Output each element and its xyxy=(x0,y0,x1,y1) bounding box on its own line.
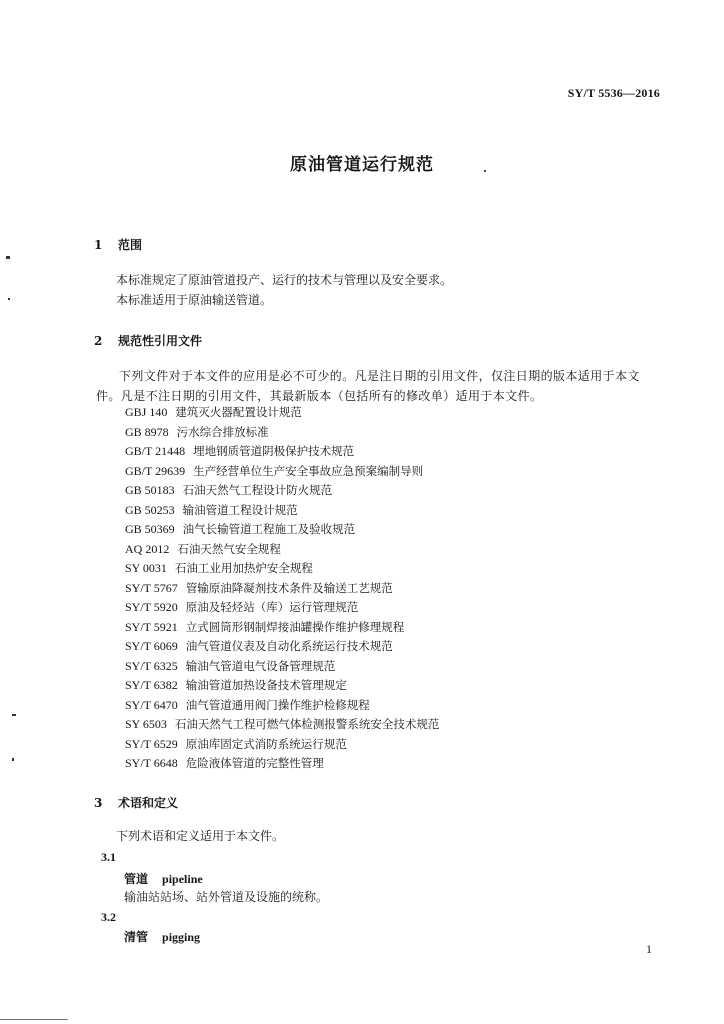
reference-item xyxy=(125,619,439,639)
term-heading xyxy=(124,928,200,945)
reference-item xyxy=(125,677,439,697)
term-number: 3.2 xyxy=(101,910,116,924)
scan-speck xyxy=(6,256,10,259)
reference-item xyxy=(125,736,439,756)
reference-code: SY 0031 xyxy=(125,561,167,575)
reference-title: 生产经营单位生产安全事故应急预案编制导则 xyxy=(193,463,424,478)
reference-code: AQ 2012 xyxy=(125,541,170,556)
scan-speck xyxy=(484,170,486,172)
term-number: 3.1 xyxy=(101,850,116,864)
standard-code: SY/T 5536—2016 xyxy=(567,86,660,100)
reference-item xyxy=(125,599,439,619)
reference-title: 立式圆筒形钢制焊接油罐操作维护修理规程 xyxy=(185,619,405,634)
reference-item xyxy=(125,560,439,580)
reference-code: SY/T 6382 xyxy=(125,678,178,692)
section-heading-scope xyxy=(94,236,142,253)
reference-code: SY/T 6648 xyxy=(125,756,178,770)
reference-code: SY/T 6325 xyxy=(125,658,178,673)
terms-intro-paragraph: 下列术语和定义适用于本文件。 xyxy=(116,829,285,843)
reference-title: 输油管道加热设备技术管理规定 xyxy=(185,678,347,692)
term-heading xyxy=(124,870,203,887)
reference-code: SY/T 6529 xyxy=(125,736,178,751)
reference-item xyxy=(125,443,439,463)
scan-speck xyxy=(8,298,10,300)
reference-title: 石油天然气工程设计防火规范 xyxy=(182,483,333,497)
reference-item xyxy=(125,424,439,444)
section-number: 1 xyxy=(94,238,103,252)
reference-title: 输油气管道电气设备管理规范 xyxy=(185,658,336,673)
page-number: 1 xyxy=(646,942,652,956)
reference-code: GB 50183 xyxy=(125,483,175,497)
reference-title: 石油天然气安全规程 xyxy=(177,541,281,556)
reference-item xyxy=(125,521,439,541)
reference-title: 油气管道仪表及自动化系统运行技术规范 xyxy=(185,639,393,653)
reference-title: 原油及轻烃站（库）运行管理规范 xyxy=(185,600,359,614)
reference-item xyxy=(125,658,439,678)
reference-item xyxy=(125,638,439,658)
term-chinese: 清管 xyxy=(124,930,149,944)
reference-code: GB 50253 xyxy=(125,502,175,517)
reference-code: GB 50369 xyxy=(125,522,175,536)
reference-code: GB/T 29639 xyxy=(125,463,186,478)
reference-code: SY 6503 xyxy=(125,717,167,731)
reference-code: SY/T 6069 xyxy=(125,639,178,653)
section-number: 3 xyxy=(94,796,103,810)
reference-list xyxy=(125,404,439,775)
reference-title: 管输原油降凝剂技术条件及输送工艺规范 xyxy=(185,580,393,595)
reference-title: 污水综合排放标准 xyxy=(176,424,269,439)
term-chinese: 管道 xyxy=(124,872,149,886)
reference-item xyxy=(125,580,439,600)
scan-speck xyxy=(12,714,16,716)
reference-code: GB/T 21448 xyxy=(125,444,186,458)
reference-title: 石油天然气工程可燃气体检测报警系统安全技术规范 xyxy=(174,717,440,731)
scope-paragraph-1: 本标准规定了原油管道投产、运行的技术与管理以及安全要求。 xyxy=(116,273,453,287)
section-title: 术语和定义 xyxy=(118,796,179,810)
term-english: pipeline xyxy=(162,872,203,886)
reference-item xyxy=(125,463,439,483)
reference-code: SY/T 5767 xyxy=(125,580,178,595)
reference-item xyxy=(125,697,439,717)
reference-item xyxy=(125,502,439,522)
section-heading-normative-refs xyxy=(94,332,202,349)
reference-title: 油气长输管道工程施工及验收规范 xyxy=(182,522,356,536)
reference-code: SY/T 6470 xyxy=(125,697,178,712)
term-english: pigging xyxy=(162,930,201,944)
reference-code: GBJ 140 xyxy=(125,405,168,419)
reference-code: GB 8978 xyxy=(125,424,169,439)
reference-title: 危险液体管道的完整性管理 xyxy=(185,756,324,770)
reference-title: 埋地钢质管道阴极保护技术规范 xyxy=(193,444,355,458)
reference-title: 建筑灭火器配置设计规范 xyxy=(175,405,302,419)
term-definition: 输油站站场、站外管道及设施的统称。 xyxy=(124,890,329,904)
reference-item xyxy=(125,541,439,561)
section-title: 规范性引用文件 xyxy=(118,334,203,348)
reference-title: 油气管道通用阀门操作维护检修规程 xyxy=(185,697,370,712)
reference-item xyxy=(125,404,439,424)
reference-title: 石油工业用加热炉安全规程 xyxy=(174,561,313,575)
normative-intro-paragraph: 下列文件对于本文件的应用是必不可少的。凡是注日期的引用文件，仅注日期的版本适用于本文件。凡是不注日期的引用文件，其最新版本（包括所有的修改单）适用于本文件。 xyxy=(96,369,640,403)
page-title: 原油管道运行规范 xyxy=(290,155,434,175)
section-heading-terms xyxy=(94,794,178,811)
section-title: 范围 xyxy=(118,238,143,252)
section-number: 2 xyxy=(94,334,103,348)
reference-item xyxy=(125,755,439,775)
scan-edge-line xyxy=(0,1019,68,1020)
reference-title: 输油管道工程设计规范 xyxy=(182,502,298,517)
reference-code: SY/T 5920 xyxy=(125,600,178,614)
reference-code: SY/T 5921 xyxy=(125,619,178,634)
reference-item xyxy=(125,482,439,502)
scan-speck xyxy=(12,758,14,761)
reference-item xyxy=(125,716,439,736)
scope-paragraph-2: 本标准适用于原油输送管道。 xyxy=(116,293,273,307)
reference-title: 原油库固定式消防系统运行规范 xyxy=(185,736,347,751)
